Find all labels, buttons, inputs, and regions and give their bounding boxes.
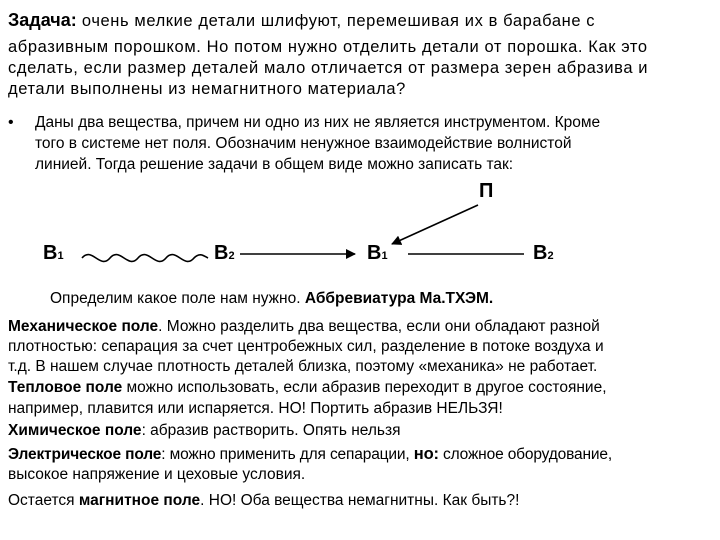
- left-substance-b1: В1: [43, 242, 64, 264]
- task-line-4: детали выполнены из немагнитного материала?: [8, 80, 406, 98]
- field-symbol: П: [479, 180, 494, 202]
- wavy-interaction-line: [82, 255, 208, 262]
- mag-line: Остается магнитное поле. НО! Оба вещества немагнитны. Как быть?!: [8, 492, 520, 509]
- task-line-3: сделать, если размер деталей мало отличается от размера зерен абразива и: [8, 59, 649, 77]
- chem-line: Химическое поле: абразив растворить. Опять нельзя: [8, 422, 401, 439]
- heat-line-2: например, плавится или испаряется. НО! Портить абразив НЕЛЬЗЯ!: [8, 400, 503, 417]
- left-substance-b2: В2: [214, 242, 235, 264]
- mag-field-term: магнитное поле: [78, 492, 201, 509]
- matchem-line: Определим какое поле нам нужно. Аббревиатура Ма.ТХЭМ.: [50, 290, 494, 307]
- elec-line-1: Электрическое поле: можно применить для сепарации, но: сложное оборудование,: [8, 445, 613, 463]
- mech-line-1: Механическое поле. Можно разделить два вещества, если они обладают разной: [8, 318, 600, 335]
- field-action-arrow: [392, 205, 478, 244]
- mech-line-2: плотностью: сепарация за счет центробежных сил, разделение в потоке воздуха и: [8, 338, 604, 355]
- bullet-line-1: Даны два вещества, причем ни одно из них не является инструментом. Кроме: [35, 114, 601, 131]
- mech-line-3: т.д. В нашем случае плотность деталей близка, поэтому «механика» не работает.: [8, 358, 598, 375]
- heat-field-term: Тепловое поле: [8, 379, 123, 396]
- elec-field-term: Электрическое поле: [8, 446, 162, 463]
- matchem-abbreviation: Аббревиатура Ма.ТХЭМ.: [304, 290, 494, 307]
- right-substance-b1: В1: [367, 242, 388, 264]
- bullet-line-3: линией. Тогда решение задачи в общем виде можно записать так:: [35, 156, 514, 173]
- task-text-1: очень мелкие детали шлифуют, перемешивая их в барабане с: [81, 12, 596, 30]
- bullet-line-2: того в системе нет поля. Обозначим ненужное взаимодействие волнистой: [35, 135, 572, 152]
- bullet-marker: •: [8, 114, 14, 131]
- elec-line-2: высокое напряжение и цеховые условия.: [8, 466, 306, 483]
- task-line-2: абразивным порошком. Но потом нужно отделить детали от порошка. Как это: [8, 38, 648, 56]
- chem-field-term: Химическое поле: [8, 422, 142, 439]
- mech-field-term: Механическое поле: [8, 318, 159, 335]
- right-substance-b2: В2: [533, 242, 554, 264]
- heat-line-1: Тепловое поле можно использовать, если абразив переходит в другое состояние,: [8, 379, 607, 396]
- task-heading: Задача:: [8, 10, 77, 30]
